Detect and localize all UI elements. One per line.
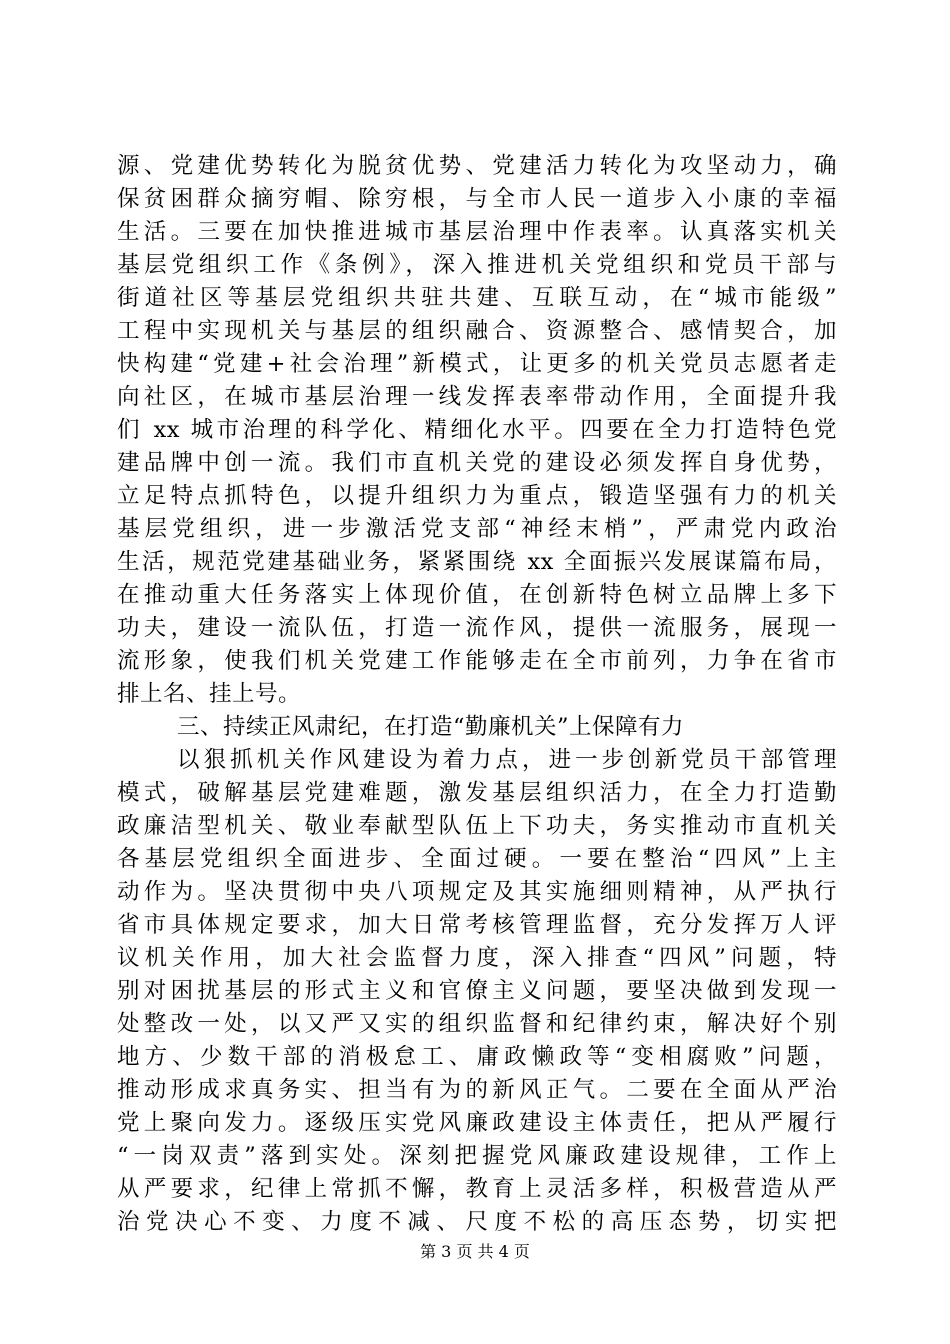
text-line: 治党决心不变、力度不减、尺度不松的高压态势，切实把 [117, 1209, 837, 1235]
text-line: 动作为。坚决贯彻中央八项规定及其实施细则精神，从严执行 [117, 879, 837, 905]
text-line: 推动形成求真务实、担当有为的新风正气。二要在全面从严治 [117, 1077, 837, 1103]
text-line: 各基层党组织全面进步、全面过硬。一要在整治“四风”上主 [117, 846, 837, 872]
text-line: 功夫，建设一流队伍，打造一流作风，提供一流服务，展现一 [117, 615, 837, 641]
text-line: 政廉洁型机关、敬业奉献型队伍上下功夫，务实推动市直机关 [117, 813, 837, 839]
document-body [117, 150, 837, 1239]
text-line: 立足特点抓特色，以提升组织力为重点，锻造坚强有力的机关 [117, 483, 837, 509]
text-line: 处整改一处，以又严又实的组织监督和纪律约束，解决好个别 [117, 1011, 837, 1037]
text-line: 从严要求，纪律上常抓不懈，教育上灵活多样，积极营造从严 [117, 1176, 837, 1202]
text-line: 快构建“党建+社会治理”新模式，让更多的机关党员志愿者走 [117, 351, 837, 377]
text-line: 向社区，在城市基层治理一线发挥表率带动作用，全面提升我 [117, 384, 837, 410]
text-line: 生活。三要在加快推进城市基层治理中作表率。认真落实机关 [117, 219, 837, 245]
text-line: 地方、少数干部的消极怠工、庸政懒政等“变相腐败”问题， [117, 1044, 837, 1070]
section-heading: 三、持续正风肃纪，在打造“勤廉机关”上保障有力 [177, 714, 685, 740]
text-line: 排上名、挂上号。 [117, 681, 302, 707]
text-line: 保贫困群众摘穷帽、除穷根，与全市人民一道步入小康的幸福 [117, 186, 837, 212]
text-line: 以狠抓机关作风建设为着力点，进一步创新党员干部管理 [177, 747, 837, 773]
text-line: 在推动重大任务落实上体现价值，在创新特色树立品牌上多下 [117, 582, 837, 608]
text-line: 基层党组织工作《条例》，深入推进机关党组织和党员干部与 [117, 252, 837, 278]
text-line: 议机关作用，加大社会监督力度，深入排查“四风”问题，特 [117, 945, 837, 971]
text-line: 建品牌中创一流。我们市直机关党的建设必须发挥自身优势， [117, 450, 837, 476]
text-line: 流形象，使我们机关党建工作能够走在全市前列，力争在省市 [117, 648, 837, 674]
text-line: 模式，破解基层党建难题，激发基层组织活力，在全力打造勤 [117, 780, 837, 806]
text-line: 源、党建优势转化为脱贫优势、党建活力转化为攻坚动力，确 [117, 153, 837, 179]
text-line: 省市具体规定要求，加大日常考核管理监督，充分发挥万人评 [117, 912, 837, 938]
text-line: 基层党组织，进一步激活党支部“神经末梢”，严肃党内政治 [117, 516, 837, 542]
text-line: 街道社区等基层党组织共驻共建、互联互动，在“城市能级” [117, 285, 837, 311]
text-line: 党上聚向发力。逐级压实党风廉政建设主体责任，把从严履行 [117, 1110, 837, 1136]
text-line: 工程中实现机关与基层的组织融合、资源整合、感情契合，加 [117, 318, 837, 344]
text-line: 生活，规范党建基础业务，紧紧围绕 xx 全面振兴发展谋篇布局， [117, 549, 837, 575]
page-number-footer: 第 3 页 共 4 页 [420, 1242, 530, 1261]
text-line: “一岗双责”落到实处。深刻把握党风廉政建设规律，工作上 [117, 1143, 837, 1169]
text-line: 们 xx 城市治理的科学化、精细化水平。四要在全力打造特色党 [117, 417, 837, 443]
text-line: 别对困扰基层的形式主义和官僚主义问题，要坚决做到发现一 [117, 978, 837, 1004]
